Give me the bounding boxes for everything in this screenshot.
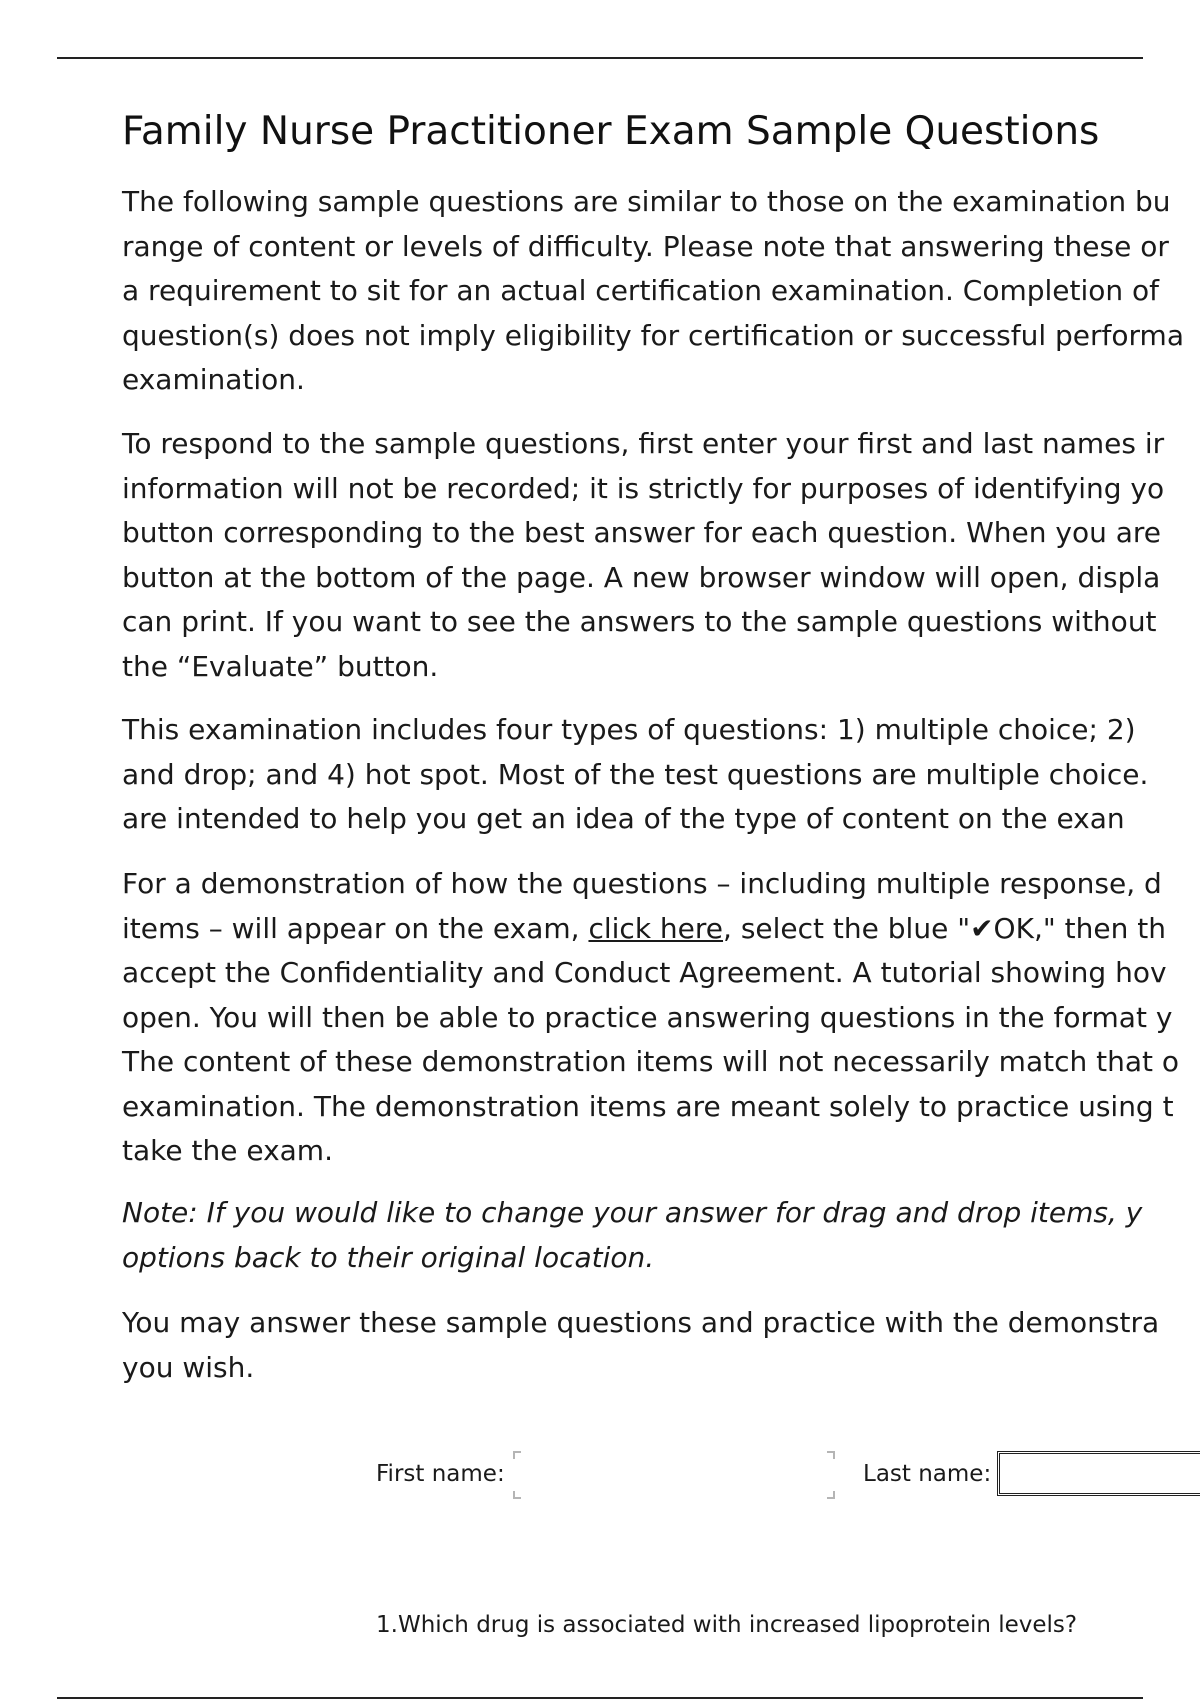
text-segment: items – will appear on the exam, xyxy=(122,911,589,945)
text-line: Note: If you would like to change your answer for drag and drop items, y xyxy=(122,1196,1143,1229)
question-types-paragraph xyxy=(122,708,1148,842)
last-name-label: Last name: xyxy=(863,1461,992,1487)
text-segment: , select the blue "✔OK," then th xyxy=(723,911,1166,945)
text-line: you wish. xyxy=(122,1350,255,1384)
text-line: For a demonstration of how the questions – including multiple response, d xyxy=(122,867,1162,900)
intro-paragraph xyxy=(122,180,1184,403)
text-line: button at the bottom of the page. A new browser window will open, displa xyxy=(122,560,1161,594)
question-text: Which drug is associated with increased lipoprotein levels? xyxy=(397,1612,1078,1638)
page-title: Family Nurse Practitioner Exam Sample Questions xyxy=(122,109,1100,154)
text-line: You may answer these sample questions and practice with the demonstra xyxy=(122,1306,1160,1339)
text-line: can print. If you want to see the answers to the sample questions without xyxy=(122,605,1157,638)
text-line: information will not be recorded; it is strictly for purposes of identifying yo xyxy=(122,471,1165,505)
first-name-field xyxy=(513,1451,835,1499)
bottom-divider xyxy=(57,1697,1143,1699)
text-line: take the exam. xyxy=(122,1134,333,1167)
last-name-input[interactable] xyxy=(1000,1454,1200,1493)
last-name-field xyxy=(997,1451,1200,1496)
text-line: The following sample questions are similar to those on the examination bu xyxy=(122,185,1171,218)
text-line: accept the Confidentiality and Conduct Agreement. A tutorial showing hov xyxy=(122,956,1167,989)
text-line: are intended to help you get an idea of the type of content on the exan xyxy=(122,802,1125,835)
text-line: examination. The demonstration items are meant solely to practice using t xyxy=(122,1089,1174,1123)
demonstration-paragraph xyxy=(122,862,1179,1174)
text-line xyxy=(122,907,1179,952)
text-line: To respond to the sample questions, first enter your first and last names ir xyxy=(122,427,1165,460)
question-1 xyxy=(376,1610,1077,1640)
first-name-input[interactable] xyxy=(517,1455,829,1493)
text-line: open. You will then be able to practice answering questions in the format y xyxy=(122,1000,1173,1034)
top-divider xyxy=(57,57,1143,59)
text-line: button corresponding to the best answer for each question. When you are xyxy=(122,516,1162,549)
drag-drop-note xyxy=(122,1191,1142,1280)
text-line: question(s) does not imply eligibility for certification or successful performa xyxy=(122,318,1184,352)
closing-paragraph xyxy=(122,1301,1159,1390)
text-line: the “Evaluate” button. xyxy=(122,649,439,683)
text-line: a requirement to sit for an actual certification examination. Completion of xyxy=(122,274,1160,307)
first-name-label: First name: xyxy=(376,1461,505,1487)
question-number: 1. xyxy=(376,1612,398,1638)
text-line: examination. xyxy=(122,363,305,396)
text-line: The content of these demonstration items will not necessarily match that o xyxy=(122,1045,1180,1078)
click-here-link[interactable]: click here xyxy=(588,911,724,945)
text-line: range of content or levels of difficulty. Please note that answering these or xyxy=(122,229,1169,263)
text-line: and drop; and 4) hot spot. Most of the test questions are multiple choice. xyxy=(122,757,1149,791)
text-line: This examination includes four types of questions: 1) multiple choice; 2) xyxy=(122,713,1136,746)
instructions-paragraph xyxy=(122,422,1164,689)
text-line: options back to their original location. xyxy=(122,1240,655,1274)
